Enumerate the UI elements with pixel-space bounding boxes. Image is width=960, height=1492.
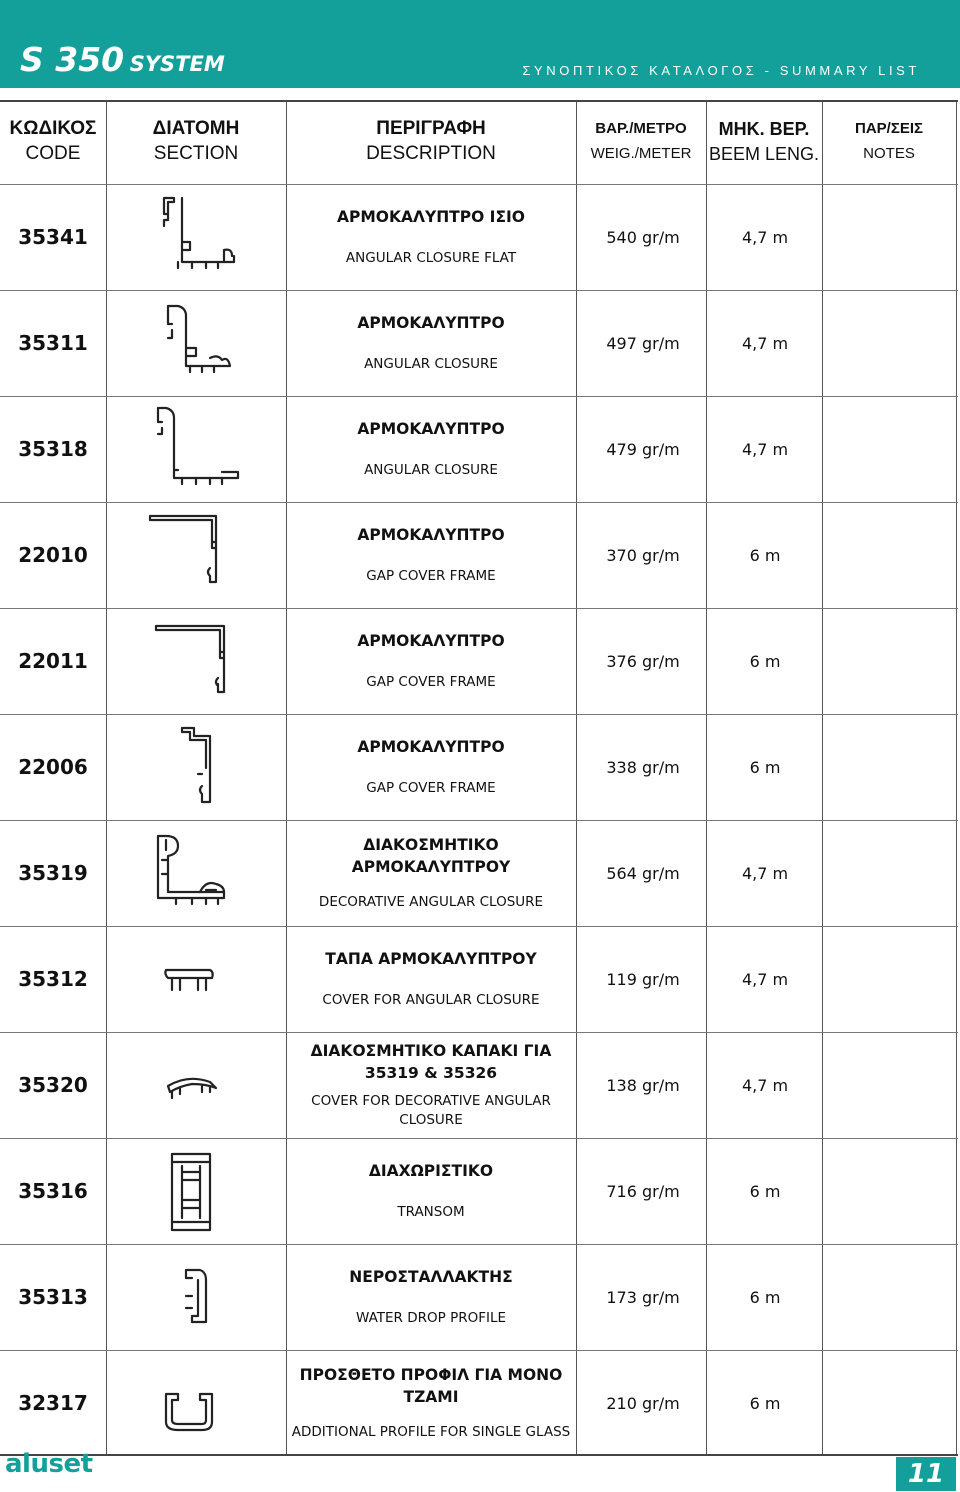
angular-closure-profile-icon: [106, 290, 286, 396]
product-description: [286, 1244, 576, 1350]
description-english: GAP COVER FRAME: [366, 674, 496, 691]
column-header-description: [286, 102, 576, 182]
product-description: [286, 184, 576, 290]
summary-list-title: ΣΥΝΟΠΤΙΚΟΣ ΚΑΤΑΛΟΓΟΣ - SUMMARY LIST: [522, 63, 920, 78]
weight-per-meter: 564 gr/m: [606, 863, 680, 883]
description-english: WATER DROP PROFILE: [355, 1310, 507, 1327]
table-row: [0, 608, 958, 714]
profile-section: [106, 290, 286, 396]
beam-length: 6 m: [749, 545, 781, 565]
description-greek: ΔΙΑΚΟΣΜΗΤΙΚΟ ΚΑΠΑΚΙ ΓΙΑ 35319 & 35326: [310, 1042, 552, 1082]
description-english: COVER FOR DECORATIVE ANGULAR CLOSURE: [311, 1093, 551, 1128]
product-description: [286, 1350, 576, 1456]
description-english: ANGULAR CLOSURE: [364, 356, 498, 373]
description-english: ANGULAR CLOSURE FLAT: [345, 250, 517, 267]
beam-length: 4,7 m: [741, 227, 789, 247]
profile-section: [106, 1244, 286, 1350]
beam-length: 4,7 m: [741, 863, 789, 883]
column-header-notes-gr: ΠΑΡ/ΣΕΙΣ: [854, 120, 923, 137]
beam-length: 6 m: [749, 1287, 781, 1307]
notes-cell: [822, 608, 958, 714]
decorative-cover-profile-icon: [106, 1032, 286, 1138]
weight-per-meter: 376 gr/m: [606, 651, 680, 671]
profile-section: [106, 1138, 286, 1244]
brand-logo: aluset: [5, 1449, 93, 1479]
notes-cell: [822, 290, 958, 396]
column-header-length: [706, 102, 822, 182]
single-glass-profile-icon: [106, 1350, 286, 1456]
product-description: [286, 820, 576, 926]
description-english: DECORATIVE ANGULAR CLOSURE: [318, 893, 544, 910]
column-header-section-gr: ΔΙΑΤΟΜΗ: [152, 118, 240, 139]
profile-section: [106, 714, 286, 820]
product-description: [286, 714, 576, 820]
profile-section: [106, 820, 286, 926]
product-code: 22006: [18, 755, 88, 779]
table-row: [0, 396, 958, 502]
angular-closure-wide-profile-icon: [106, 396, 286, 502]
description-greek: ΑΡΜΟΚΑΛΥΠΤΡΟ: [357, 419, 505, 438]
profile-section: [106, 1350, 286, 1456]
weight-per-meter: 138 gr/m: [606, 1075, 680, 1095]
beam-length: 6 m: [749, 757, 781, 777]
weight-per-meter: 173 gr/m: [606, 1287, 680, 1307]
description-english: COVER FOR ANGULAR CLOSURE: [322, 992, 540, 1009]
profile-section: [106, 926, 286, 1032]
beam-length: 4,7 m: [741, 333, 789, 353]
weight-per-meter: 119 gr/m: [606, 969, 680, 989]
table-row: [0, 290, 958, 396]
gap-cover-frame-small-profile-icon: [106, 714, 286, 820]
product-description: [286, 396, 576, 502]
notes-cell: [822, 1138, 958, 1244]
description-greek: ΠΡΟΣΘΕΤΟ ΠΡΟΦΙΛ ΓΙΑ ΜΟΝΟ ΤΖΑΜΙ: [299, 1366, 563, 1407]
table-row: [0, 502, 958, 608]
beam-length: 4,7 m: [741, 439, 789, 459]
product-code: 35311: [18, 331, 88, 355]
product-description: [286, 1138, 576, 1244]
cover-profile-icon: [106, 926, 286, 1032]
notes-cell: [822, 714, 958, 820]
notes-cell: [822, 1032, 958, 1138]
description-greek: ΑΡΜΟΚΑΛΥΠΤΡΟ ΙΣΙΟ: [337, 207, 525, 226]
table-row: [0, 1244, 958, 1350]
beam-length: 4,7 m: [741, 1075, 789, 1095]
description-greek: ΑΡΜΟΚΑΛΥΠΤΡΟ: [357, 525, 505, 544]
product-code: 22010: [18, 543, 88, 567]
description-greek: ΑΡΜΟΚΑΛΥΠΤΡΟ: [357, 313, 505, 332]
notes-cell: [822, 926, 958, 1032]
description-english: GAP COVER FRAME: [366, 568, 496, 585]
description-greek: ΤΑΠΑ ΑΡΜΟΚΑΛΥΠΤΡΟΥ: [325, 949, 537, 968]
product-code: 35319: [18, 861, 88, 885]
weight-per-meter: 716 gr/m: [606, 1181, 680, 1201]
table-row: [0, 184, 958, 290]
description-greek: ΑΡΜΟΚΑΛΥΠΤΡΟ: [357, 737, 505, 756]
table-row: [0, 1138, 958, 1244]
decorative-angular-closure-profile-icon: [106, 820, 286, 926]
weight-per-meter: 370 gr/m: [606, 545, 680, 565]
notes-cell: [822, 396, 958, 502]
profile-section: [106, 608, 286, 714]
gap-cover-frame-profile-icon: [106, 608, 286, 714]
column-header-section-en: SECTION: [153, 143, 239, 164]
product-code: 32317: [18, 1391, 88, 1415]
weight-per-meter: 338 gr/m: [606, 757, 680, 777]
product-description: [286, 926, 576, 1032]
profile-section: [106, 396, 286, 502]
description-greek: ΝΕΡΟΣΤΑΛΛΑΚΤΗΣ: [349, 1267, 513, 1286]
product-code: 35341: [18, 225, 88, 249]
beam-length: 6 m: [749, 1181, 781, 1201]
product-description: [286, 290, 576, 396]
product-description: [286, 502, 576, 608]
description-english: TRANSOM: [397, 1204, 465, 1221]
notes-cell: [822, 1350, 958, 1456]
table-row: [0, 926, 958, 1032]
product-description: [286, 608, 576, 714]
description-greek: ΔΙΑΚΟΣΜΗΤΙΚΟ ΑΡΜΟΚΑΛΥΠΤΡΟΥ: [351, 836, 511, 877]
product-description: [286, 1032, 576, 1138]
notes-cell: [822, 1244, 958, 1350]
column-header-weight-gr: ΒΑΡ./ΜΕΤΡΟ: [595, 120, 687, 137]
column-header-code-en: CODE: [25, 143, 81, 164]
profile-section: [106, 502, 286, 608]
column-header-notes-en: NOTES: [863, 145, 915, 162]
column-header-notes: [822, 102, 956, 182]
beam-length: 6 m: [749, 651, 781, 671]
column-header-length-en: BEEM LENG.: [708, 144, 820, 164]
notes-cell: [822, 502, 958, 608]
table-row: [0, 820, 958, 926]
product-code: 35316: [18, 1179, 88, 1203]
weight-per-meter: 479 gr/m: [606, 439, 680, 459]
product-code: 35320: [18, 1073, 88, 1097]
column-header-description-gr: ΠΕΡΙΓΡΑΦΗ: [376, 118, 486, 139]
angular-closure-flat-profile-icon: [106, 184, 286, 290]
weight-per-meter: 497 gr/m: [606, 333, 680, 353]
product-code: 35313: [18, 1285, 88, 1309]
description-english: GAP COVER FRAME: [366, 780, 496, 797]
page-number: 11: [896, 1457, 956, 1491]
product-code: 22011: [18, 649, 88, 673]
system-number: S 350: [20, 40, 125, 79]
weight-per-meter: 210 gr/m: [606, 1393, 680, 1413]
description-greek: ΔΙΑΧΩΡΙΣΤΙΚΟ: [368, 1161, 494, 1180]
table-row: [0, 1350, 958, 1456]
column-header-weight: [576, 102, 706, 182]
system-title: [20, 40, 225, 79]
product-code: 35318: [18, 437, 88, 461]
profile-section: [106, 184, 286, 290]
column-header-length-gr: ΜΗΚ. ΒΕΡ.: [718, 119, 810, 139]
column-header-code-gr: ΚΩΔΙΚΟΣ: [9, 118, 97, 139]
product-table: [0, 100, 958, 1456]
description-english: ADDITIONAL PROFILE FOR SINGLE GLASS: [291, 1423, 571, 1440]
description-english: ANGULAR CLOSURE: [364, 462, 498, 479]
column-header-description-en: DESCRIPTION: [366, 143, 496, 164]
column-header-weight-en: WEIG./METER: [590, 145, 692, 162]
beam-length: 4,7 m: [741, 969, 789, 989]
water-drop-profile-icon: [106, 1244, 286, 1350]
transom-profile-icon: [106, 1138, 286, 1244]
system-word: SYSTEM: [129, 52, 225, 76]
notes-cell: [822, 820, 958, 926]
column-header-code: [0, 102, 106, 182]
profile-section: [106, 1032, 286, 1138]
header-band: [0, 0, 960, 88]
weight-per-meter: 540 gr/m: [606, 227, 680, 247]
beam-length: 6 m: [749, 1393, 781, 1413]
description-greek: ΑΡΜΟΚΑΛΥΠΤΡΟ: [357, 631, 505, 650]
table-row: [0, 1032, 958, 1138]
product-code: 35312: [18, 967, 88, 991]
column-header-section: [106, 102, 286, 182]
table-row: [0, 714, 958, 820]
notes-cell: [822, 184, 958, 290]
gap-cover-frame-profile-icon: [106, 502, 286, 608]
